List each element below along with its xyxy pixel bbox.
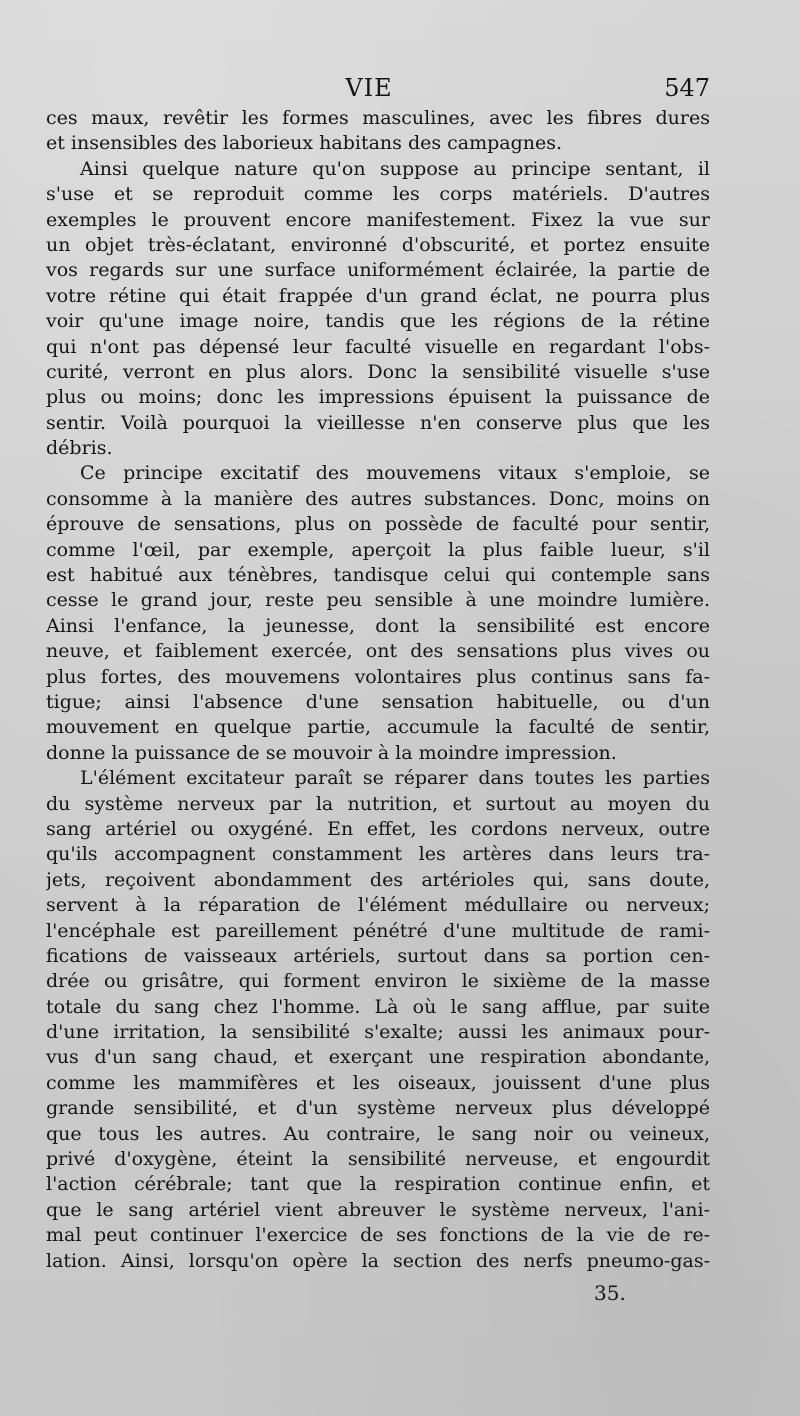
running-head-title: VIE: [345, 74, 393, 102]
text-line: d'une irritation, la sensibilité s'exalte; aussi les animaux pour-: [46, 1021, 710, 1044]
text-line: l'encéphale est pareillement pénétré d'une multitude de rami-: [46, 919, 710, 942]
text-line: privé d'oxygène, éteint la sensibilité nerveuse, et engourdit: [46, 1148, 710, 1171]
text-line: est habitué aux ténèbres, tandisque celui qui contemple sans: [46, 564, 710, 587]
text-line: tigue; ainsi l'absence d'une sensation habituelle, ou d'un: [46, 690, 710, 713]
text-line: jets, reçoivent abondamment des artérioles qui, sans doute,: [46, 868, 710, 891]
text-line: votre rétine qui était frappée d'un grand éclat, ne pourra plus: [46, 284, 710, 307]
text-line: curité, verront en plus alors. Donc la sensibilité visuelle s'use: [46, 360, 710, 383]
text-line: Ainsi l'enfance, la jeunesse, dont la sensibilité est encore: [46, 614, 710, 637]
text-line: sentir. Voilà pourquoi la vieillesse n'en conserve plus que les: [46, 411, 710, 434]
text-line: exemples le prouvent encore manifestement. Fixez la vue sur: [46, 208, 710, 231]
page-number: 547: [664, 74, 710, 102]
text-line: s'use et se reproduit comme les corps matériels. D'autres: [46, 183, 710, 206]
text-line: fications de vaisseaux artériels, surtout dans sa portion cen-: [46, 944, 710, 967]
text-line: qui n'ont pas dépensé leur faculté visuelle en regardant l'obs-: [46, 335, 710, 358]
text-line: vus d'un sang chaud, et exerçant une respiration abondante,: [46, 1046, 710, 1069]
text-line: cesse le grand jour, reste peu sensible à une moindre lumière.: [46, 589, 710, 612]
text-line: ces maux, revêtir les formes masculines, avec les fibres dures: [46, 107, 710, 129]
text-line: L'élément excitateur paraît se réparer dans toutes les parties: [80, 767, 710, 790]
text-line: vos regards sur une surface uniformément éclairée, la partie de: [46, 259, 710, 282]
text-line: totale du sang chez l'homme. Là où le sang afflue, par suite: [46, 995, 710, 1018]
text-line: éprouve de sensations, plus on possède de faculté pour sentir,: [46, 513, 710, 536]
text-line: plus fortes, des mouvemens volontaires plus continus sans fa-: [46, 665, 710, 688]
text-line: voir qu'une image noire, tandis que les régions de la rétine: [46, 310, 710, 333]
text-line: comme l'œil, par exemple, aperçoit la plus faible lueur, s'il: [46, 538, 710, 561]
text-line: du système nerveux par la nutrition, et surtout au moyen du: [46, 792, 710, 815]
text-line: qu'ils accompagnent constamment les artères dans leurs tra-: [46, 843, 710, 866]
text-line: débris.: [46, 437, 113, 460]
signature-mark: 35.: [594, 1281, 626, 1305]
text-line: que tous les autres. Au contraire, le sang noir ou veineux,: [46, 1122, 710, 1145]
text-line: Ainsi quelque nature qu'on suppose au principe sentant, il: [80, 157, 710, 180]
body-text: [46, 106, 710, 1274]
text-line: que le sang artériel vient abreuver le système nerveux, l'ani-: [46, 1198, 710, 1221]
text-line: servent à la réparation de l'élément médullaire ou nerveux;: [46, 894, 710, 917]
text-line: sang artériel ou oxygéné. En effet, les cordons nerveux, outre: [46, 817, 710, 840]
text-line: mouvement en quelque partie, accumule la faculté de sentir,: [46, 716, 710, 739]
text-line: l'action cérébrale; tant que la respiration continue enfin, et: [46, 1173, 710, 1196]
text-line: drée ou grisâtre, qui forment environ le sixième de la masse: [46, 970, 710, 993]
text-line: grande sensibilité, et d'un système nerveux plus développé: [46, 1097, 710, 1120]
text-line: lation. Ainsi, lorsqu'on opère la section des nerfs pneumo-gas-: [46, 1249, 710, 1272]
text-line: neuve, et faiblement exercée, ont des sensations plus vives ou: [46, 640, 710, 663]
text-line: mal peut continuer l'exercice de ses fonctions de la vie de re-: [46, 1224, 710, 1247]
text-line: un objet très-éclatant, environné d'obscurité, et portez ensuite: [46, 233, 710, 256]
text-line: plus ou moins; donc les impressions épuisent la puissance de: [46, 386, 710, 409]
text-line: comme les mammifères et les oiseaux, jouissent d'une plus: [46, 1071, 710, 1094]
text-line: donne la puissance de se mouvoir à la moindre impression.: [46, 741, 617, 764]
text-line: consomme à la manière des autres substances. Donc, moins on: [46, 487, 710, 510]
text-line: et insensibles des laborieux habitans des campagnes.: [46, 132, 563, 155]
text-line: Ce principe excitatif des mouvemens vitaux s'emploie, se: [80, 462, 710, 485]
